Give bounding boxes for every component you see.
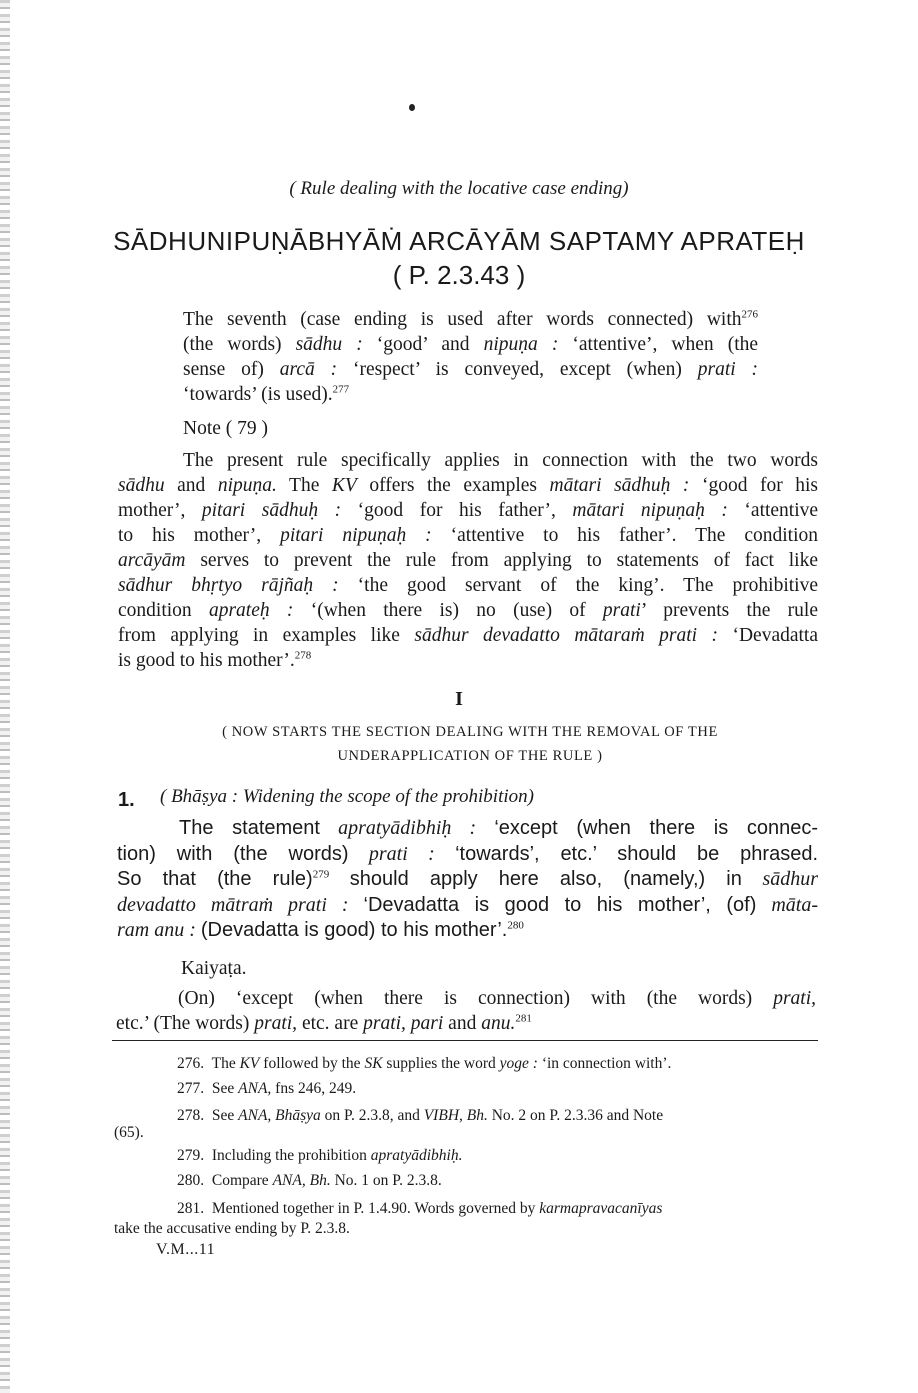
note-line: sādhur bhṛtyo rājñaḥ : ‘the good servant of the king’. The prohibitive [118, 575, 819, 596]
note-line: from applying in examples like sādhur devadatto mātaraṁ prati : ‘Devadatta [118, 625, 819, 646]
bhasya-line: The statement apratyādibhiḥ : ‘except (when there is connec- [179, 817, 819, 839]
translation-line: (the words) sādhu : ‘good’ and nipuṇa : ‘attentive’, when (the [183, 334, 759, 355]
note-label: Note ( 79 ) [183, 418, 269, 439]
translation-line: The seventh (case ending is used after words connected) with$^{276}$ [183, 308, 758, 330]
printer-dot-mark [409, 104, 415, 111]
note-line: is good to his mother’.$^{278}$ [118, 649, 312, 671]
note-line: condition aprateḥ : ‘(when there is) no (use) of prati’ prevents the rule [118, 600, 818, 621]
note-line: arcāyām serves to prevent the rule from applying to statements of fact like [118, 550, 819, 571]
footnote-278-continued: (65). [114, 1124, 144, 1141]
bhasya-number: 1. [118, 789, 135, 811]
bhasya-heading: ( Bhāṣya : Widening the scope of the prohibition) [160, 786, 534, 807]
footnote-281-continued: take the accusative ending by P. 2.3.8. [114, 1220, 350, 1237]
bhasya-line: So that (the rule)$^{279}$ should apply here also, (namely,) in sādhur [117, 868, 819, 890]
section-heading: ( NOW STARTS THE SECTION DEALING WITH THE REMOVAL OF THE UNDERAPPLICATION OF THE RULE ) [222, 724, 718, 764]
rule-reference: ( P. 2.3.43 ) [392, 260, 526, 290]
note-line: sādhu and nipuṇa. The KV offers the examples mātari sādhuḥ : ‘good for his [118, 475, 819, 496]
translation-line: sense of) arcā : ‘respect’ is conveyed, except (when) prati : [183, 359, 759, 380]
footnote-276: 276. The KV followed by the SK supplies the word yoge : ‘in connection with’. [177, 1055, 672, 1072]
rule-subtitle: ( Rule dealing with the locative case ending) [289, 178, 629, 199]
note-line: to his mother’, pitari nipuṇaḥ : ‘attentive to his father’. The condition [118, 525, 819, 546]
kaiyata-paragraph [116, 986, 816, 1036]
note-paragraph [118, 448, 818, 673]
note-line: The present rule specifically applies in connection with the two words [183, 450, 818, 471]
signature-mark: V.M...11 [156, 1241, 216, 1258]
bhasya-paragraph [117, 816, 818, 944]
bhasya-line: devadatto mātraṁ prati : ‘Devadatta is good to his mother’, (of) māta- [117, 893, 819, 916]
note-line: mother’, pitari sādhuḥ : ‘good for his father’, mātari nipuṇaḥ : ‘attentive [118, 500, 819, 521]
bhasya-line: ram anu : (Devadatta is good) to his mother’.$^{280}$ [117, 919, 524, 941]
footnote-277: 277. See ANA, fns 246, 249. [177, 1080, 357, 1097]
rule-title: SĀDHUNIPUṆĀBHYĀṀ ARCĀYĀM SAPTAMY APRATEḤ [113, 226, 805, 256]
translation-line: ‘towards’ (is used).$^{277}$ [183, 383, 350, 405]
section-numeral: I [455, 688, 463, 710]
translation-paragraph [183, 307, 758, 407]
bhasya-line: tion) with (the words) prati : ‘towards’, etc.’ should be phrased. [117, 842, 819, 865]
kaiyata-line: etc.’ (The words) prati, etc. are prati, pari and anu.$^{281}$ [116, 1012, 532, 1034]
footnote-278: 278. See ANA, Bhāṣya on P. 2.3.8, and VIBH, Bh. No. 2 on P. 2.3.36 and Note [177, 1107, 664, 1124]
footnote-280: 280. Compare ANA, Bh. No. 1 on P. 2.3.8. [177, 1172, 442, 1189]
footnote-divider [112, 1040, 818, 1041]
kaiyata-line: (On) ‘except (when there is connection) with (the words) prati, [178, 988, 817, 1009]
kaiyata-label: Kaiyaṭa. [181, 958, 247, 979]
footnote-281: 281. Mentioned together in P. 1.4.90. Words governed by karmapravacanīyas [177, 1200, 663, 1217]
footnote-279: 279. Including the prohibition apratyādibhiḥ. [177, 1147, 463, 1164]
